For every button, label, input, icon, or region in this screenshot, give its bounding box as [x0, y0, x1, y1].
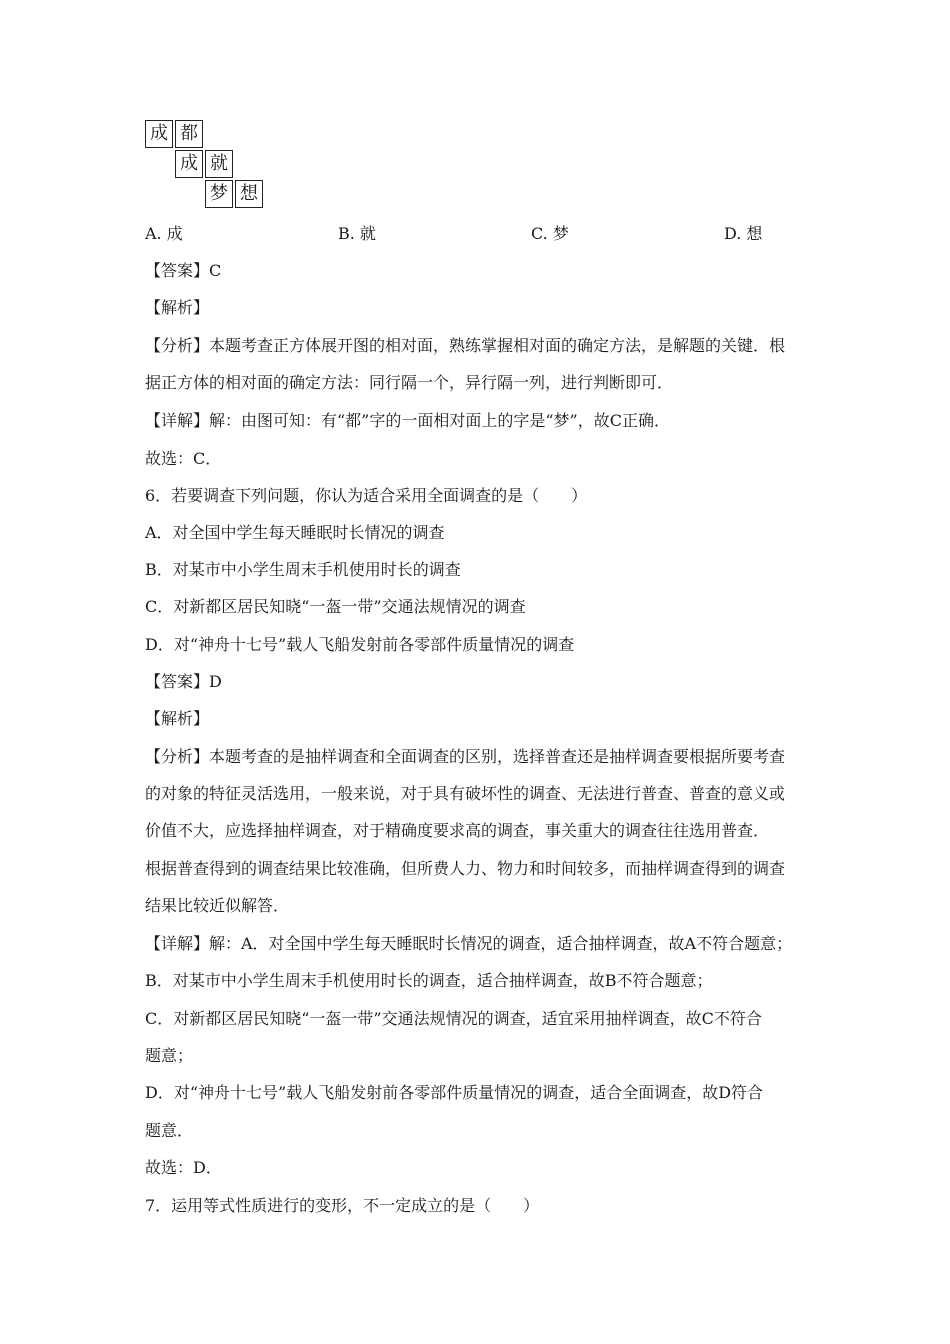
net-cell: 就 [205, 150, 233, 178]
cube-net-figure [145, 120, 265, 210]
net-cell: 梦 [205, 180, 233, 208]
q5-option-c: C. 梦 [531, 224, 569, 243]
q6-option-d: D．对“神舟十七号”载人飞船发射前各零部件质量情况的调查 [145, 635, 575, 654]
q6-analysis-text: 根据普查得到的调查结果比较准确，但所费人力、物力和时间较多，而抽样调查得到的调查 [145, 859, 786, 878]
q6-detail: 【详解】解：A．对全国中学生每天睡眠时长情况的调查，适合抽样调查，故A不符合题意； [145, 934, 793, 953]
q6-analysis-text: 的对象的特征灵活选用，一般来说，对于具有破坏性的调查、无法进行普查、普查的意义或 [145, 784, 786, 803]
q5-option-b: B. 就 [338, 224, 376, 243]
q5-option-a: A. 成 [145, 224, 183, 243]
q6-analysis-text: 价值不大，应选择抽样调查，对于精确度要求高的调查，事关重大的调查往往选用普查． [145, 821, 770, 840]
q6-analysis-text: 【分析】本题考查的是抽样调查和全面调查的区别，选择普查还是抽样调查要根据所要考查 [145, 747, 786, 766]
q6-detail: B．对某市中小学生周末手机使用时长的调查，适合抽样调查，故B不符合题意； [145, 971, 713, 990]
q5-answer: 【答案】C [145, 261, 222, 280]
q7-stem: 7．运用等式性质进行的变形，不一定成立的是（ ） [145, 1196, 540, 1215]
q6-detail: D．对“神舟十七号”载人飞船发射前各零部件质量情况的调查，适合全面调查，故D符合 [145, 1083, 764, 1102]
net-cell: 都 [175, 120, 203, 148]
q5-option-d: D. 想 [724, 224, 763, 243]
q6-choose: 故选：D． [145, 1158, 222, 1177]
net-cell: 想 [235, 180, 263, 208]
q5-detail: 【详解】解：由图可知：有“都”字的一面相对面上的字是“梦”，故C正确． [145, 411, 670, 430]
q6-stem: 6．若要调查下列问题，你认为适合采用全面调查的是（ ） [145, 486, 588, 505]
net-cell: 成 [145, 120, 173, 148]
q6-analysis-text: 结果比较近似解答． [145, 896, 290, 915]
q6-detail: 题意． [145, 1121, 194, 1140]
q6-analysis-heading: 【解析】 [145, 709, 210, 728]
q5-analysis-text: 据正方体的相对面的确定方法：同行隔一个，异行隔一列，进行判断即可． [145, 373, 674, 392]
q6-detail: 题意； [145, 1046, 194, 1065]
q5-analysis-heading: 【解析】 [145, 298, 210, 317]
q5-analysis-text: 【分析】本题考查正方体展开图的相对面，熟练掌握相对面的确定方法，是解题的关键．根 [145, 336, 786, 355]
q6-detail: C．对新都区居民知晓“一盔一带”交通法规情况的调查，适宜采用抽样调查，故C不符合 [145, 1009, 762, 1028]
q6-option-a: A．对全国中学生每天睡眠时长情况的调查 [145, 523, 445, 542]
q5-choose: 故选：C． [145, 449, 222, 468]
q6-option-b: B．对某市中小学生周末手机使用时长的调查 [145, 560, 461, 579]
q6-answer: 【答案】D [145, 672, 222, 691]
net-cell: 成 [175, 150, 203, 178]
q6-option-c: C．对新都区居民知晓“一盔一带”交通法规情况的调查 [145, 597, 526, 616]
